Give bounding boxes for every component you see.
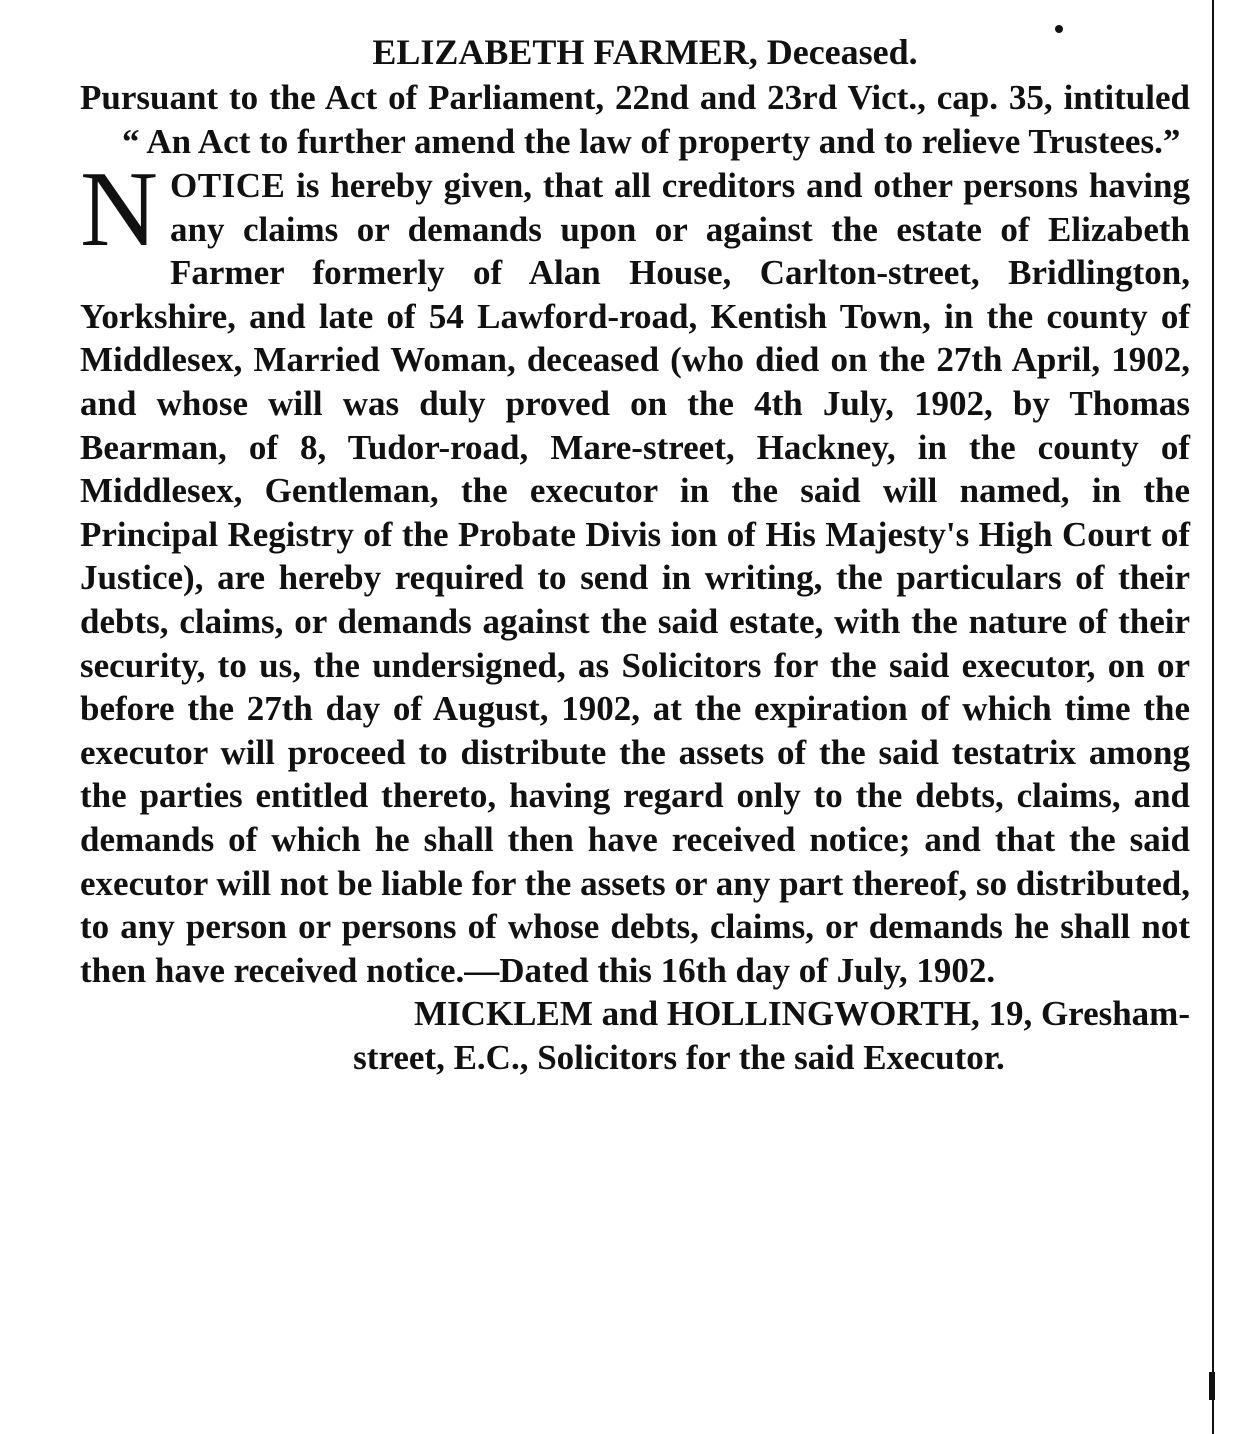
notice-heading: ELIZABETH FARMER, Deceased. <box>372 32 918 72</box>
signature-line-1: MICKLEM and HOLLINGWORTH, 19, Gresham- <box>414 994 1190 1034</box>
notice-body-text: is hereby given, that all creditors and other persons having any claims or demands upon or against the estate of Elizabeth Farmer formerly of Alan House, Carlton-street, Bridlington, Yorkshire, and late of 54 Lawford-road, Kentish Town, in the county of Middlesex, Married Woman, deceased (who died on the 27th April, 1902, and whose will was duly proved on the 4th July, 1902, by Thomas Bearman, of 8, Tudor-road, Mare-street, Hackney, in the county of Middlesex, Gentleman, the executor in the said will named, in the Principal Registry of the Probate Divis ion of His Majesty's High Court of Justice), are hereby required to send in writing, the particulars of their debts, claims, or demands against the said estate, with the nature of their security, to us, the undersigned, as Solicitors for the said executor, on or before the 27th day of August, 1902, at the expiration of which time the executor will proceed to distribute the assets of the said testatrix among the parties entitled thereto, having regard only to the debts, claims, and demands of which he shall then have received notice; and that the said executor will not be liable for the assets or any part thereof, so distributed, to any person or persons of whose debts, claims, or demands he shall not then have received notice.—Dated this 16th day of July, 1902. <box>80 166 1190 990</box>
column-rule <box>1212 0 1214 1434</box>
notice-body <box>80 150 1190 992</box>
column-rule-end-mark <box>1209 1372 1215 1400</box>
legal-notice <box>80 30 1190 1080</box>
notice-preamble: Pursuant to the Act of Parliament, 22nd and 23rd Vict., cap. 35, intituled “ An Act to further amend the law of property and to relieve Trustees.” <box>80 78 1190 161</box>
drop-cap: N <box>80 150 158 269</box>
drop-cap-rest: OTICE <box>170 166 286 205</box>
solicitor-signature <box>80 992 1190 1080</box>
signature-line-2: street, E.C., Solicitors for the said Executor. <box>353 1038 1005 1078</box>
